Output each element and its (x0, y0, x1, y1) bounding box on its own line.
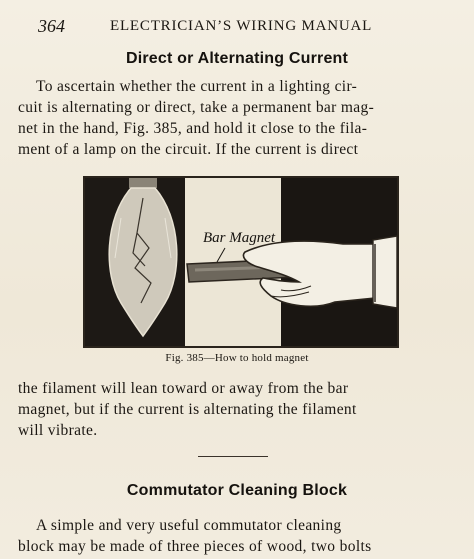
magnet-lamp-drawing (85, 178, 397, 346)
text-line: block may be made of three pieces of wood, two bolts (18, 538, 372, 555)
text-line: net in the hand, Fig. 385, and hold it close to the fila- (18, 120, 368, 137)
text-line: To ascertain whether the current in a lighting cir- (36, 78, 358, 95)
bar-magnet-label: Bar Magnet (203, 230, 276, 246)
text-line: cuit is alternating or direct, take a permanent bar mag- (18, 99, 375, 116)
text-line: the filament will lean toward or away from the bar (18, 380, 349, 397)
paragraph-commutator (18, 515, 462, 557)
section-divider (198, 456, 268, 457)
figure-385-illustration (83, 176, 399, 348)
paragraph-continued (18, 378, 462, 441)
figure-caption: Fig. 385—How to hold magnet (165, 352, 309, 364)
page-header (38, 14, 452, 40)
paragraph-intro (18, 76, 462, 160)
text-line: magnet, but if the current is alternating the filament (18, 401, 357, 418)
running-head: ELECTRICIAN’S WIRING MANUAL (110, 18, 373, 34)
text-line: will vibrate. (18, 422, 98, 439)
text-line: ment of a lamp on the circuit. If the current is direct (18, 141, 359, 158)
section-heading-direct-or-alternating: Direct or Alternating Current (125, 50, 349, 67)
section-heading-commutator-cleaning-block: Commutator Cleaning Block (126, 482, 348, 499)
text-line: A simple and very useful commutator cleaning (36, 517, 342, 534)
page-number: 364 (38, 16, 65, 36)
